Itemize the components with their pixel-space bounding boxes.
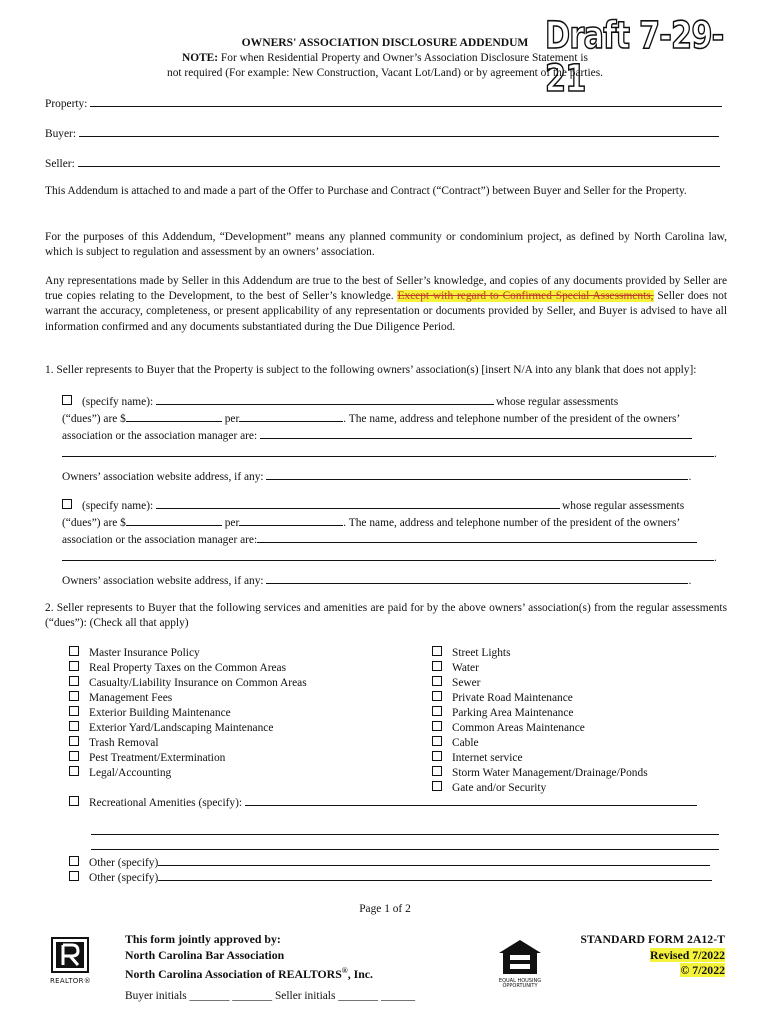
amenities-right-list	[432, 646, 648, 796]
list-item[interactable]: Pest Treatment/Extermination	[69, 751, 307, 766]
copyright-date: © 7/2022	[680, 963, 725, 977]
association-2-checkbox[interactable]	[62, 499, 72, 509]
list-item[interactable]: Management Fees	[69, 691, 307, 706]
list-item[interactable]: Trash Removal	[69, 736, 307, 751]
list-item[interactable]: Real Property Taxes on the Common Areas	[69, 661, 307, 676]
list-item[interactable]: Exterior Yard/Landscaping Maintenance	[69, 721, 307, 736]
website-field-1[interactable]: Owners’ association website address, if any: .	[62, 468, 691, 483]
realtor-logo: REALTOR®	[50, 936, 90, 984]
section1-intro: 1. Seller represents to Buyer that the Property is subject to the following owners’ association(s) [insert N/A into any blank that does not apply]:	[45, 364, 697, 376]
form-title: OWNERS' ASSOCIATION DISCLOSURE ADDENDUM	[241, 36, 529, 49]
draft-stamp: Draft 7-29-21	[545, 14, 724, 100]
recreational-continuation-line-2[interactable]	[91, 838, 719, 853]
list-item[interactable]: Master Insurance Policy	[69, 646, 307, 661]
paragraph-addendum: This Addendum is attached to and made a part of the Offer to Purchase and Contract (“Contract”) between Buyer and Seller for the Property.	[45, 185, 687, 197]
seller-field[interactable]: Seller:	[45, 155, 727, 170]
section2-intro: 2. Seller represents to Buyer that the following services and amenities are paid for by the above owners’ association(s) from the regular assessments (“dues”): (Check all that apply)	[45, 602, 727, 630]
property-field[interactable]: Property:	[45, 95, 727, 110]
revised-date: Revised 7/2022	[649, 947, 725, 962]
equal-housing-icon: EQUAL HOUSING OPPORTUNITY	[496, 938, 544, 986]
buyer-field[interactable]: Buyer:	[45, 125, 727, 140]
association-block-2: (specify name): whose regular assessments (“dues”) are $ per . The name, address and telephone number of the president of the owners’ association or the association manager are: .	[62, 497, 727, 566]
list-item[interactable]: Exterior Building Maintenance	[69, 706, 307, 721]
list-item[interactable]: Casualty/Liability Insurance on Common Areas	[69, 676, 307, 691]
struck-text: Except with regard to Confirmed Special Assessments,	[397, 290, 654, 303]
list-item[interactable]: Internet service	[432, 751, 648, 766]
page-number: Page 1 of 2	[359, 903, 411, 915]
association-1-checkbox[interactable]	[62, 395, 72, 405]
list-item[interactable]: Sewer	[432, 676, 648, 691]
form-note: NOTE: For when Residential Property and Owner’s Association Disclosure Statement is not required (For example: New Construction, Vacant Lot/Land) or by agreement of the parties.	[167, 52, 603, 79]
paragraph-representations: Any representations made by Seller in this Addendum are true to the best of Seller’s knowledge, and copies of any documents provided by Seller are true copies relating to the Development, to the best of Seller’s knowledge. Except with regard to Confirmed Special Assessments, Seller does not warrant the accuracy, completeness, or present applicability of any representation or documents provided by Seller, and Buyer is advised to have all information confirmed and any documents substantiated during the Due Diligence Period.	[45, 275, 727, 333]
list-item[interactable]: Common Areas Maintenance	[432, 721, 648, 736]
list-item[interactable]: Parking Area Maintenance	[432, 706, 648, 721]
list-item[interactable]: Gate and/or Security	[432, 781, 648, 796]
paragraph-development: For the purposes of this Addendum, “Development” means any planned community or condominium project, as defined by North Carolina law, which is subject to regulation and assessment by an owners’ association.	[45, 231, 727, 259]
association-block-1: (specify name): whose regular assessments (“dues”) are $ per . The name, address and telephone number of the president of the owners’ association or the association manager are: .	[62, 393, 727, 462]
list-item[interactable]: Storm Water Management/Drainage/Ponds	[432, 766, 648, 781]
amenities-left-list	[69, 646, 307, 781]
other-specify-2[interactable]: Other (specify)	[69, 869, 712, 884]
approval-block: This form jointly approved by: North Carolina Bar Association North Carolina Association of REALTORS®, Inc.	[125, 932, 373, 981]
website-field-2[interactable]: Owners’ association website address, if any: .	[62, 572, 691, 587]
other-specify-1[interactable]: Other (specify)	[69, 854, 710, 869]
list-item[interactable]: Legal/Accounting	[69, 766, 307, 781]
recreational-amenities-field[interactable]: Recreational Amenities (specify):	[69, 794, 697, 809]
list-item[interactable]: Water	[432, 661, 648, 676]
recreational-continuation-line-1[interactable]	[91, 823, 719, 838]
list-item[interactable]: Street Lights	[432, 646, 648, 661]
standard-form-block: STANDARD FORM 2A12-T Revised 7/2022 © 7/2022	[580, 932, 725, 977]
list-item[interactable]: Cable	[432, 736, 648, 751]
list-item[interactable]: Private Road Maintenance	[432, 691, 648, 706]
initials-line[interactable]: Buyer initials _______ _______ Seller initials _______ ______	[125, 990, 416, 1002]
